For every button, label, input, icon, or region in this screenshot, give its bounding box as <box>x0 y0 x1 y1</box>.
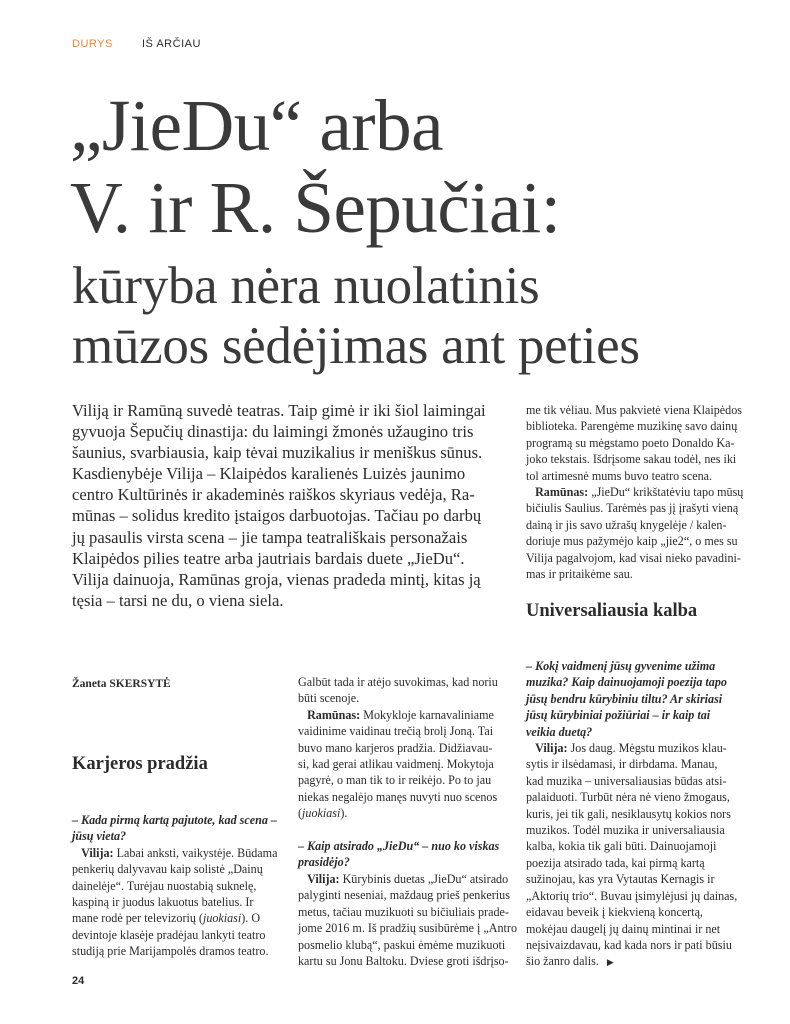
answer-line: kad muzika – universaliausias būdas atsi- <box>526 773 727 788</box>
answer-text: Jos daug. Mėgstu muzikos klau- <box>570 741 727 756</box>
speaker-name: Vilija: <box>535 741 568 756</box>
answer-line <box>526 953 738 970</box>
answer-line: bičiulis Saulius. Tarėmės pas jį įrašyti vieną <box>526 501 739 516</box>
speaker-name: Ramūnas: <box>535 485 589 500</box>
answer-line: doriuje mus pažymėjo kaip „jie2“, o mes su <box>526 534 738 549</box>
answer-line: palaiduoti. Turbūt nėra nė vieno žmogaus, <box>526 790 730 805</box>
column-right-top <box>526 402 744 582</box>
answer-line: (juokiasi). <box>298 806 348 821</box>
lead-line: gyvuoja Šepučių dinastija: du laimingi žmonės užaugino tris <box>72 422 474 442</box>
question-line: prasidėjo? <box>298 855 350 870</box>
continue-arrow-icon: ▶ <box>606 957 614 968</box>
question-line: jūsų kūrybiniai požiūriai – ir kaip tai <box>526 708 711 723</box>
answer-line: palyginti neseniai, maždaug prieš penkerius <box>298 888 510 903</box>
answer-line: si, kad gerai atlikau vaidmenį. Mokytoja <box>298 757 494 772</box>
answer-line: būti scenoje. <box>298 691 360 706</box>
answer-first-line <box>72 845 282 861</box>
answer-line: poezija atsirado tada, kai pirmą kartą <box>526 855 705 870</box>
subheading-career: Karjeros pradžia <box>72 754 208 774</box>
answer-line: sužinojau, kas yra Vytautas Kernagis ir <box>526 872 715 887</box>
answer-text: Kūrybinis duetas „JieDu“ atsirado <box>342 871 509 886</box>
answer-line: posmelio klubą“, paskui ėmėme muzikuoti <box>298 937 506 952</box>
spacer <box>298 822 510 838</box>
subsection-label: IŠ ARČIAU <box>142 38 201 50</box>
answer-first-line <box>298 707 510 723</box>
title-line-1: „JieDu“ arba <box>70 85 443 166</box>
answer-line: me tik vėliau. Mus pakvietė viena Klaipėdos <box>526 403 742 417</box>
speaker-name: Vilija: <box>81 845 114 860</box>
answer-line: muzikos. Todėl muzika ir universaliausia <box>526 823 725 838</box>
answer-line: dainą ir jis savo užrašų knygelėje / kalen- <box>526 517 727 532</box>
answer-text: „JieDu“ krikštatėviu tapo mūsų <box>591 485 744 500</box>
page-number: 24 <box>72 975 85 987</box>
answer-first-line <box>298 871 510 887</box>
answer-line: tol artimesnė mums buvo teatro scena. <box>526 468 713 483</box>
question-line: – Kada pirmą kartą pajutote, kad scena – <box>72 813 277 827</box>
title-line-4: mūzos sėdėjimas ant peties <box>72 317 640 375</box>
answer-line: buvo mano karjeros pradžia. Didžiavau- <box>298 740 493 755</box>
lead-line: Vilija dainuoja, Ramūnas groja, vienas pradeda mintį, kitas ją <box>72 569 481 589</box>
answer-line: „Aktorių trio“. Buvau įsimylėjusi jų dainas, <box>526 888 738 903</box>
answer-first-line <box>526 484 744 500</box>
answer-first-line <box>526 740 738 756</box>
answer-line: kuris, jei tik gali, nesiklausytų kokios nors <box>526 806 731 821</box>
lead-line: Klaipėdos pilies teatre arba jautriais bardais duete „JieDu“. <box>72 548 465 568</box>
answer-line: pagyrė, o man tik to ir reikėjo. Po to jau <box>298 773 492 788</box>
answer-line: mokėjau daugelį jų dainų mintinai ir net <box>526 921 721 936</box>
answer-line: eidavau beveik į kiekvieną koncertą, <box>526 905 703 920</box>
question-line: veikia duetą? <box>526 724 593 739</box>
lead-line: tęsia – tarsi ne du, o viena siela. <box>72 590 284 610</box>
column-right-bottom <box>526 658 738 971</box>
lead-line: centro Kultūrinės ir akademinės raiškos skyriaus vedėja, Ra- <box>72 485 475 505</box>
lead-paragraph <box>72 400 512 611</box>
answer-line: programą su mėgstamo poeto Donaldo Ka- <box>526 435 735 450</box>
answer-line: sytis ir ilsėdamasi, ir dirbdama. Manau, <box>526 757 718 772</box>
lead-line: jų pasaulis virsta scena – jie tampa teatrališkais personažais <box>72 527 468 547</box>
answer-line: vaidinime vaidinau trečią brolį Joną. Tai <box>298 724 494 739</box>
answer-text: šio žanro dalis. <box>526 954 599 969</box>
question-line: jūsų vieta? <box>72 829 127 844</box>
aside-text: juokiasi <box>302 806 341 821</box>
answer-line: niekas negalėjo manęs nuvyti nuo scenos <box>298 789 498 804</box>
subheading-universal: Universaliausia kalba <box>526 601 698 621</box>
question-line: – Kaip atsirado „JieDu“ – nuo ko viskas <box>298 839 500 854</box>
answer-line: kartu su Jonu Baltoku. Dviese groti išdrįso- <box>298 953 509 968</box>
answer-line: studiją prie Marijampolės dramos teatro. <box>72 944 269 959</box>
article-title <box>70 85 561 249</box>
answer-text: ). O <box>241 911 261 926</box>
question-line: jūsų bendru kūrybiniu tiltu? Ar skiriasi <box>526 691 723 706</box>
lead-line: mūnas – solidus kredito įstaigos darbuotojas. Tačiau po darbų <box>72 506 482 526</box>
lead-line: Viliją ir Ramūną suvedė teatras. Taip gimė ir iki šiol laimingai <box>72 401 486 420</box>
answer-line: penkerių dalyvavau kaip solistė „Dainų <box>72 862 263 877</box>
answer-line <box>72 910 282 926</box>
answer-line: Vilija pagalvojom, kad visai nieko pavadini- <box>526 550 741 565</box>
answer-text: Labai anksti, vaikystėje. Būdama <box>116 845 278 860</box>
column-left <box>72 812 282 960</box>
answer-line: biblioteka. Parengėme muzikinę savo dainų <box>526 419 738 434</box>
answer-line: mas ir pritaikėme sau. <box>526 567 633 582</box>
question-line: – Kokį vaidmenį jūsų gyvenime užima <box>526 659 716 673</box>
answer-line: devintoje klasėje pradėjau lankyti teatro <box>72 927 266 942</box>
answer-line: kaspiną ir juodus lakuotus batelius. Ir <box>72 895 254 910</box>
answer-text: mane rodė per televizorių ( <box>72 911 203 926</box>
title-line-3: kūryba nėra nuolatinis <box>72 257 540 315</box>
column-middle <box>298 674 517 969</box>
answer-line: metus, tačiau muzikuoti su bičiuliais prade- <box>298 904 509 919</box>
answer-line: jome 2016 m. Iš pradžių susibūrėme į „Antro <box>298 921 517 936</box>
answer-line: joko tekstais. Išdrįsome sakau todėl, nes iki <box>526 452 737 467</box>
lead-line: Kasdienybėje Vilija – Klaipėdos karalienės Luizės jaunimo <box>72 464 466 484</box>
answer-text: Mokykloje karnavaliniame <box>363 707 494 722</box>
question-line: muzika? Kaip dainuojamoji poezija tapo <box>526 675 727 690</box>
speaker-name: Vilija: <box>307 871 340 886</box>
lead-line: šaunius, svarbiausia, kaip tėvai muzikalius ir meniškus sūnus. <box>72 443 483 463</box>
author-byline: Žaneta SKERSYTĖ <box>72 678 171 690</box>
answer-line: dainelėje“. Turėjau nuostabią suknelę, <box>72 878 257 893</box>
speaker-name: Ramūnas: <box>307 707 361 722</box>
answer-line: kalba, kokia tik gali būti. Dainuojamoji <box>526 839 717 854</box>
answer-line: neįsivaizdavau, kad kada nors ir pati būsiu <box>526 937 732 952</box>
section-header <box>72 38 201 50</box>
title-line-2: V. ir R. Šepučiai: <box>70 167 561 248</box>
article-subtitle <box>72 256 640 376</box>
aside-text: juokiasi <box>202 911 242 926</box>
answer-line: Galbūt tada ir atėjo suvokimas, kad noriu <box>298 675 498 689</box>
section-label: DURYS <box>72 38 113 50</box>
